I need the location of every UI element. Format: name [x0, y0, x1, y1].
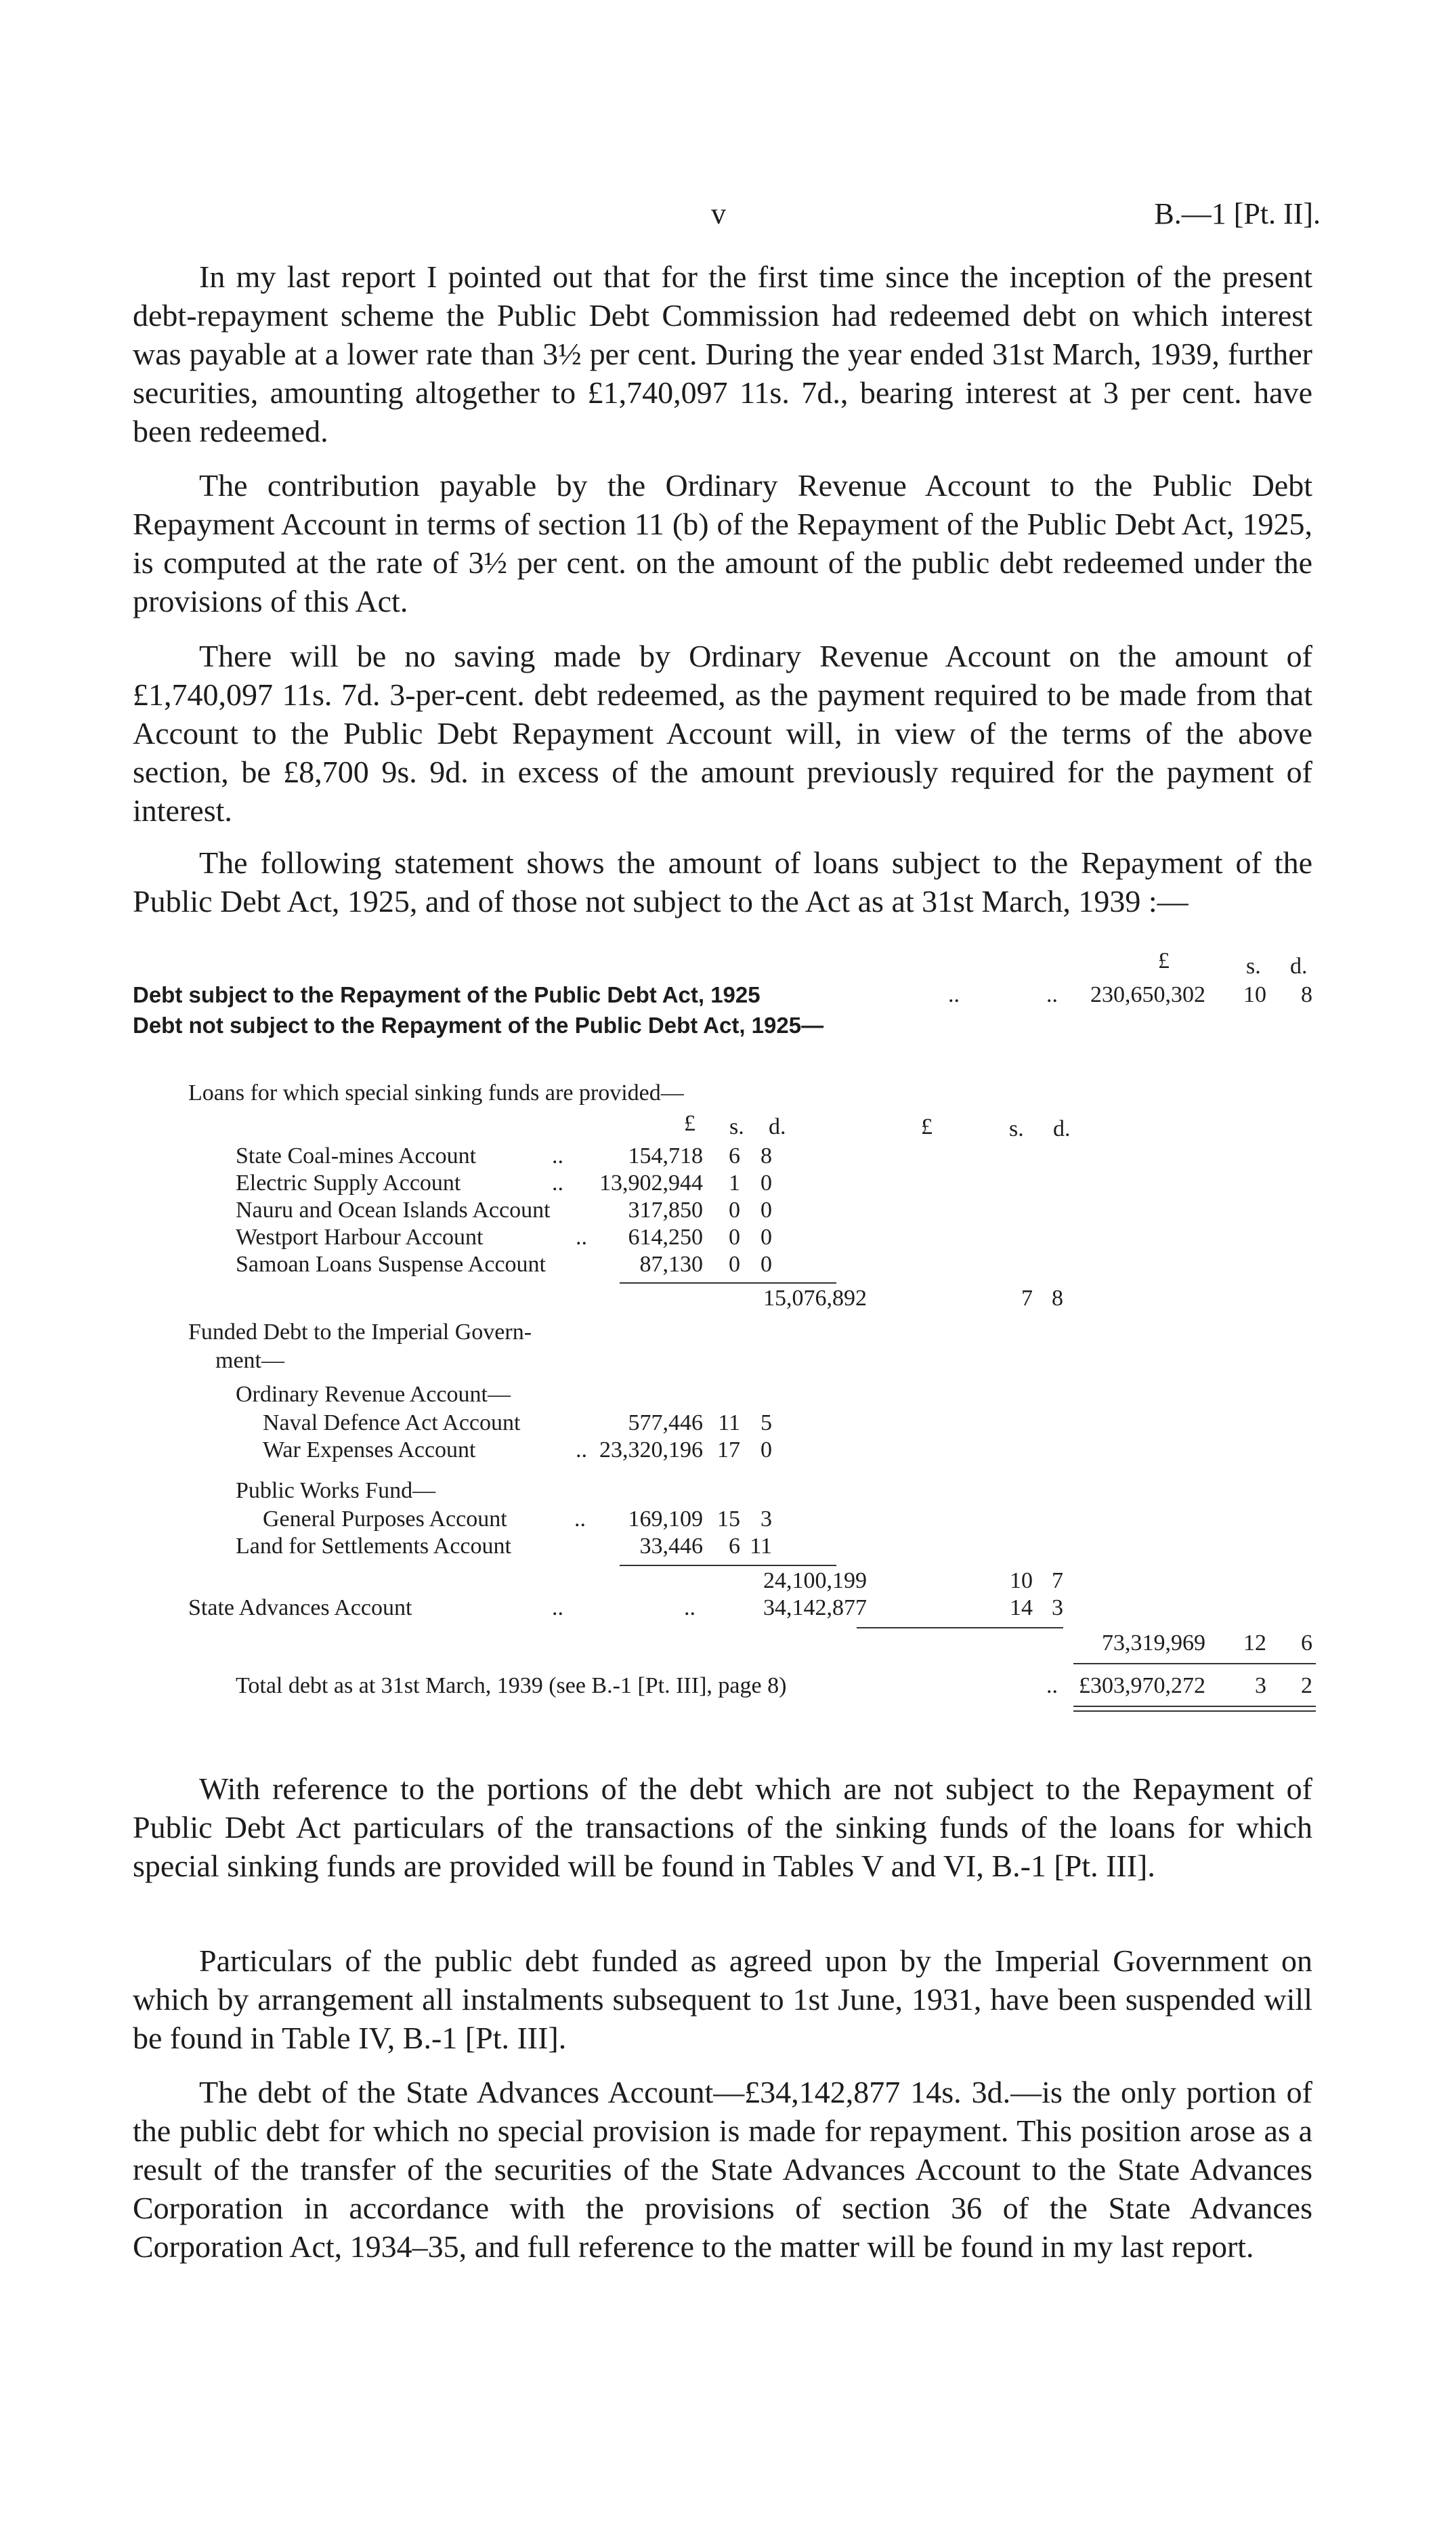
funded-subtotal-shillings: 10: [1010, 1568, 1033, 1593]
row-pounds: 13,902,944: [599, 1171, 703, 1196]
col-head-pound: £: [1158, 948, 1170, 973]
public-works-heading: Public Works Fund—: [236, 1478, 436, 1503]
row-pounds: 154,718: [628, 1143, 703, 1168]
debt-subject-pence: 8: [1301, 982, 1312, 1007]
total-debt-pence: 2: [1301, 1673, 1312, 1698]
ordinary-revenue-heading: Ordinary Revenue Account—: [236, 1382, 511, 1407]
funded-debt-heading-cont: ment—: [215, 1348, 284, 1373]
row-pounds: 169,109: [628, 1507, 703, 1532]
leader-dots: ..: [552, 1595, 563, 1620]
total-debt-pounds: £303,970,272: [1079, 1673, 1205, 1698]
row-pounds: 614,250: [628, 1225, 703, 1250]
debt-not-subject-label: Debt not subject to the Repayment of the Public Debt Act, 1925—: [133, 1013, 824, 1038]
paragraph-5: With reference to the portions of the debt which are not subject to the Repayment of Public Debt Act particulars of the transactions of the sinking funds of the loans for which special sinking funds are provided will be found in Tables V and VI, B.-1 [Pt. III].: [133, 1771, 1312, 1883]
paragraph-3: There will be no saving made by Ordinary Revenue Account on the amount of £1,740,097 11s. 7d. 3-per-cent. debt redeemed, as the payment required to be made from that Account to the Public Debt Repayment Account will, in view of the terms of the above section, be £8,700 9s. 9d. in excess of the amount previously required for the payment of interest.: [133, 639, 1312, 828]
leader-dots: ..: [552, 1171, 563, 1196]
subtotal-rule: [620, 1565, 836, 1566]
paragraph-7: The debt of the State Advances Account—£34,142,877 14s. 3d.—is the only portion of the public debt for which no special provision is made for repayment. This position arose as a result of the transfer of the securities of the State Advances Account to the State Advances Corporation in accordance with the provisions of section 36 of the State Advances Corporation Act, 1934–35, and full reference to the matter will be found in my last report.: [133, 2075, 1312, 2264]
row-label: Westport Harbour Account: [236, 1225, 484, 1250]
funded-debt-heading: Funded Debt to the Imperial Govern-: [188, 1320, 532, 1345]
paragraph-2: The contribution payable by the Ordinary Revenue Account to the Public Debt Repayment Account in terms of section 11 (b) of the Repayment of the Public Debt Act, 1925, is computed at the rate of 3½ per cent. on the amount of the public debt redeemed under the provisions of this Act.: [133, 468, 1312, 618]
total-double-rule: [1073, 1710, 1316, 1712]
col-head-pence: d.: [1290, 954, 1308, 979]
not-subject-total-pounds: 73,319,969: [1102, 1630, 1205, 1656]
total-debt-label: Total debt as at 31st March, 1939 (see B.-1 [Pt. III], page 8): [236, 1673, 787, 1698]
row-shillings: 6: [729, 1534, 740, 1559]
row-pounds: 87,130: [639, 1252, 703, 1277]
row-label: Naval Defence Act Account: [263, 1410, 521, 1435]
row-pence: 5: [761, 1410, 772, 1435]
row-pence: 8: [761, 1143, 772, 1168]
leader-dots: ..: [574, 1507, 586, 1532]
row-pence: 0: [761, 1437, 772, 1462]
inner-col-head-pound: £: [684, 1111, 695, 1136]
state-advances-shillings: 14: [1010, 1595, 1033, 1620]
state-advances-pence: 3: [1052, 1595, 1063, 1620]
row-pounds: 317,850: [628, 1198, 703, 1223]
row-label: Electric Supply Account: [236, 1171, 461, 1196]
row-label: General Purposes Account: [263, 1507, 507, 1532]
row-label: War Expenses Account: [263, 1437, 476, 1462]
row-pounds: 33,446: [639, 1534, 703, 1559]
leader-dots: ..: [576, 1225, 587, 1250]
row-shillings: 1: [729, 1171, 740, 1196]
document-reference: B.—1 [Pt. II].: [1154, 197, 1321, 230]
debt-subject-shillings: 10: [1243, 982, 1266, 1007]
row-pounds: 23,320,196: [599, 1437, 703, 1462]
not-subject-total-pence: 6: [1301, 1630, 1312, 1656]
row-shillings: 17: [717, 1437, 740, 1462]
leader-dots: ..: [576, 1437, 587, 1462]
total-rule: [1073, 1663, 1316, 1664]
total-debt-shillings: 3: [1255, 1673, 1266, 1698]
not-subject-total-shillings: 12: [1243, 1630, 1266, 1656]
row-shillings: 0: [729, 1252, 740, 1277]
mid-col-head-shillings: s.: [1009, 1116, 1024, 1141]
mid-col-head-pound: £: [921, 1114, 933, 1139]
state-advances-pounds: 34,142,877: [763, 1595, 867, 1620]
row-pence: 11: [750, 1534, 772, 1559]
state-advances-label: State Advances Account: [188, 1595, 412, 1620]
sinking-funds-heading: Loans for which special sinking funds are provided—: [188, 1080, 684, 1105]
row-pounds: 577,446: [628, 1410, 703, 1435]
row-pence: 3: [761, 1507, 772, 1532]
row-label: Samoan Loans Suspense Account: [236, 1252, 546, 1277]
row-shillings: 6: [729, 1143, 740, 1168]
paragraph-1: In my last report I pointed out that for the first time since the inception of the present debt-repayment scheme the Public Debt Commission had redeemed debt on which interest was payable at a lower rate than 3½ per cent. During the year ended 31st March, 1939, further securities, amounting altogether to £1,740,097 11s. 7d., bearing interest at 3 per cent. have been redeemed.: [133, 259, 1312, 448]
inner-col-head-pence: d.: [769, 1114, 786, 1139]
row-shillings: 0: [729, 1225, 740, 1250]
row-shillings: 11: [718, 1410, 740, 1435]
leader-dots: ..: [948, 982, 960, 1007]
subtotal-rule: [857, 1627, 1063, 1628]
row-label: State Coal-mines Account: [236, 1143, 477, 1168]
sinking-subtotal-pence: 8: [1052, 1286, 1063, 1311]
inner-col-head-shillings: s.: [729, 1114, 744, 1139]
row-pence: 0: [761, 1225, 772, 1250]
col-head-shillings: s.: [1246, 954, 1261, 979]
leader-dots: ..: [684, 1595, 695, 1620]
row-label: Nauru and Ocean Islands Account: [236, 1198, 551, 1223]
sinking-subtotal-shillings: 7: [1021, 1286, 1033, 1311]
debt-subject-label: Debt subject to the Repayment of the Public Debt Act, 1925: [133, 982, 761, 1007]
funded-subtotal-pounds: 24,100,199: [763, 1568, 867, 1593]
row-pence: 0: [761, 1171, 772, 1196]
paragraph-4: The following statement shows the amount of loans subject to the Repayment of the Public Debt Act, 1925, and of those not subject to the Act as at 31st March, 1939 :—: [133, 845, 1312, 919]
debt-subject-pounds: 230,650,302: [1090, 982, 1205, 1007]
sinking-subtotal-pounds: 15,076,892: [763, 1286, 867, 1311]
subtotal-rule: [620, 1282, 836, 1284]
total-double-rule: [1073, 1706, 1316, 1707]
row-shillings: 15: [717, 1507, 740, 1532]
mid-col-head-pence: d.: [1053, 1116, 1071, 1141]
row-shillings: 0: [729, 1198, 740, 1223]
leader-dots: ..: [1046, 1673, 1058, 1698]
page-number: v: [711, 197, 726, 230]
paragraph-6: Particulars of the public debt funded as agreed upon by the Imperial Government on which by arrangement all instalments subsequent to 1st June, 1931, have been suspended will be found in Table IV, B.-1 [Pt. III].: [133, 1943, 1312, 2055]
row-label: Land for Settlements Account: [236, 1534, 511, 1559]
leader-dots: ..: [552, 1143, 563, 1168]
row-pence: 0: [761, 1198, 772, 1223]
funded-subtotal-pence: 7: [1052, 1568, 1063, 1593]
row-pence: 0: [761, 1252, 772, 1277]
leader-dots: ..: [1046, 982, 1058, 1007]
